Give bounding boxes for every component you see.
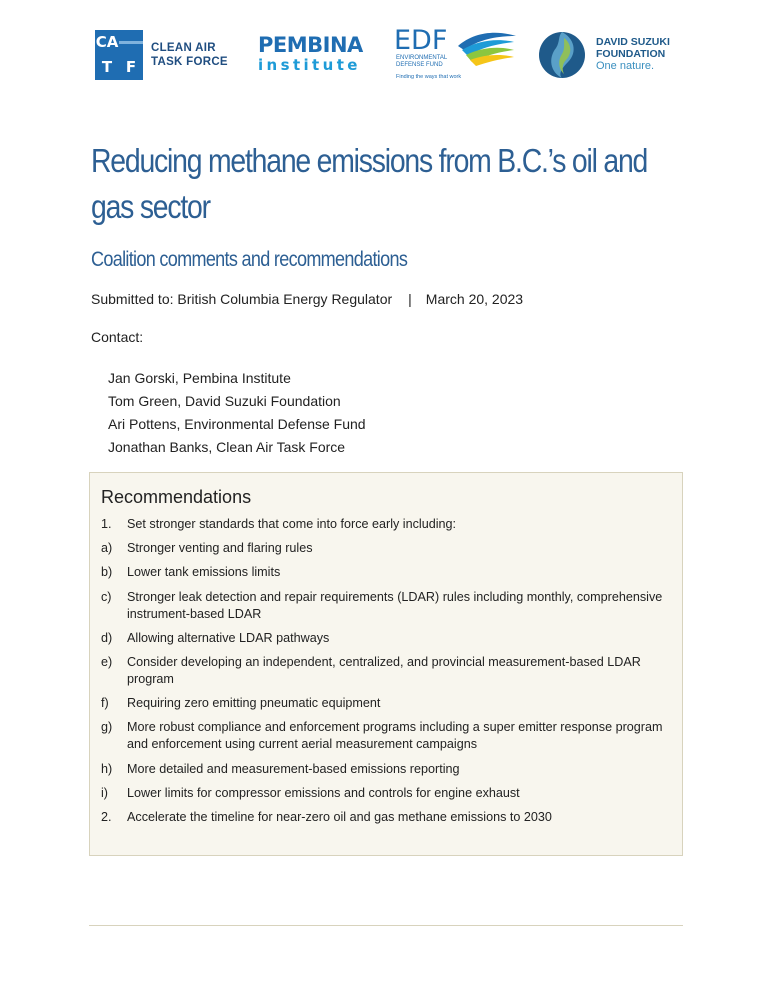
page-subtitle: Coalition comments and recommendations [91,248,408,271]
recommendation-item: 1. Set stronger standards that come into force early including: [101,517,457,531]
recommendation-item: d) Allowing alternative LDAR pathways [101,630,330,645]
contact-item: Ari Pottens, Environmental Defense Fund [108,416,366,432]
recommendation-item: i) Lower limits for compressor emissions and controls for engine exhaust [101,785,520,800]
recommendation-item: a) Stronger venting and flaring rules [101,541,313,556]
recommendation-item: b) Lower tank emissions limits [101,565,281,580]
recommendation-item: f) Requiring zero emitting pneumatic equipment [101,696,381,711]
submission-date: March 20, 2023 [425,291,524,307]
david-suzuki-foundation-logo [538,28,670,80]
contact-label: Contact: [91,329,144,345]
suzuki-leaf-icon [538,28,588,80]
edf-logo: EDF ENVIRONMENTAL DEFENSE FUND Finding the ways that work [394,26,520,84]
pembina-logo: PEMBINA institute [258,33,363,74]
contact-item: Tom Green, David Suzuki Foundation [108,393,341,409]
submission-line [91,291,523,307]
catf-logo-text: CLEAN AIR TASK FORCE [151,42,228,68]
edf-logo-subtext: ENVIRONMENTAL DEFENSE FUND [396,55,448,68]
separator: | [408,291,412,307]
recommendation-item: g) More robust compliance and enforcement programs including a super emitter response program and enforcement using current aerial measurement campaigns [101,720,663,752]
suzuki-logo-text: DAVID SUZUKI FOUNDATION One nature. [596,36,670,72]
footer-divider [89,925,683,926]
contact-item: Jan Gorski, Pembina Institute [108,370,291,386]
logo-bar [92,26,692,86]
recommendations-heading: Recommendations [101,487,252,507]
contact-item: Jonathan Banks, Clean Air Task Force [108,439,346,455]
page-title: Reducing methane emissions from B.C.’s oil and gas sector [91,142,648,225]
contact-list [108,367,366,459]
recommendation-item: e) Consider developing an independent, centralized, and provincial measurement-based LDAR program [101,654,641,686]
catf-logo [95,30,228,80]
recommendations-box [89,472,683,856]
recommendation-item: c) Stronger leak detection and repair requirements (LDAR) rules including monthly, comprehensive instrument-based LDAR [101,589,663,621]
catf-logo-mark: CA T F [95,30,143,80]
recommendation-item: h) More detailed and measurement-based emissions reporting [101,761,460,776]
edf-swoosh-icon [456,28,518,68]
submitted-to: Submitted to: British Columbia Energy Regulator [91,291,393,307]
recommendation-item: 2. Accelerate the timeline for near-zero oil and gas methane emissions to 2030 [101,809,552,824]
recommendations-list [101,516,670,826]
